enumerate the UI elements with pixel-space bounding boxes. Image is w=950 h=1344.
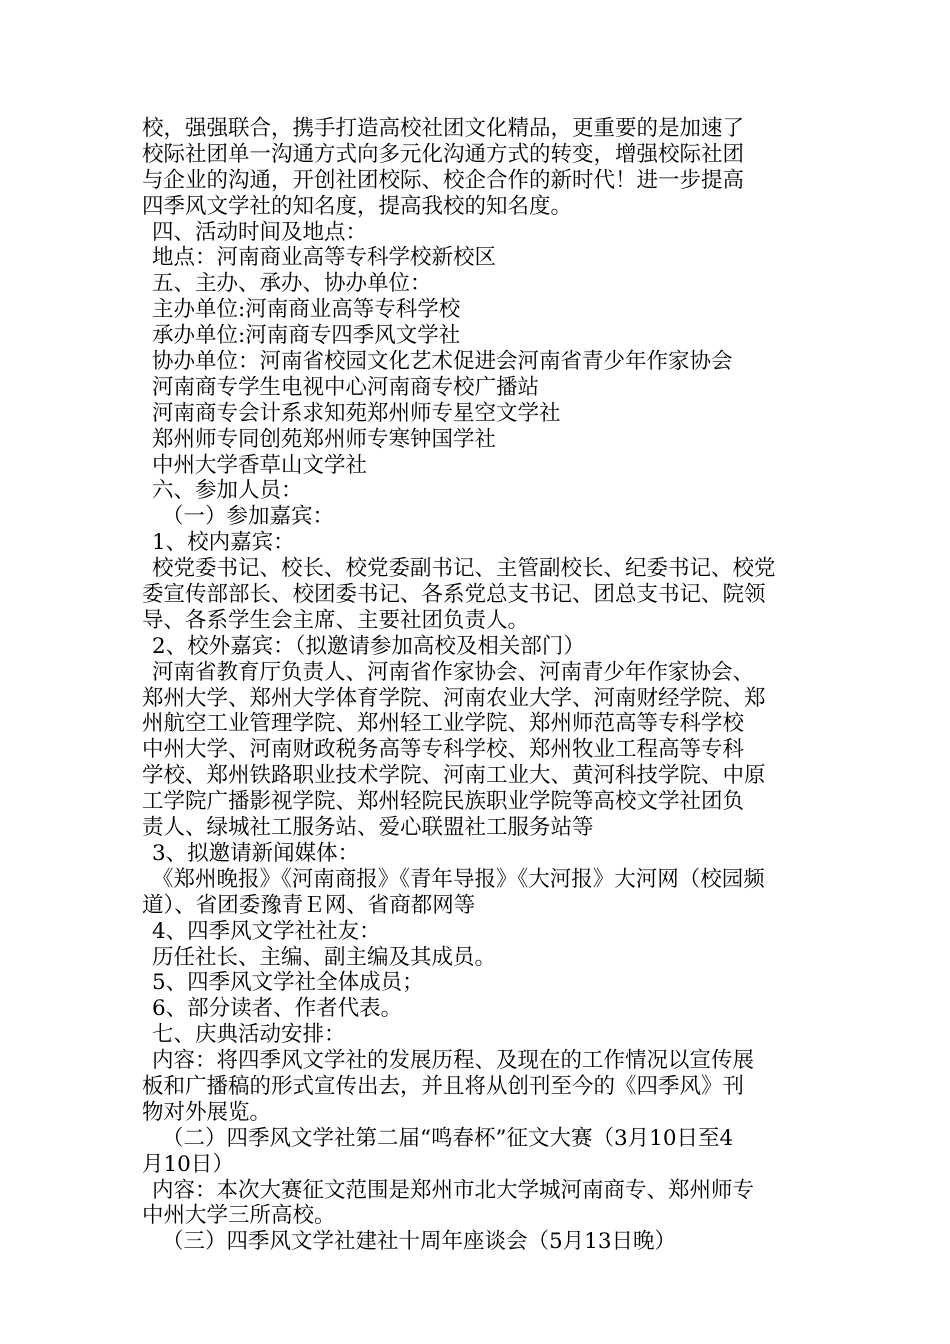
text-line: 河南商专会计系求知苑郑州师专星空文学社 [152,400,561,426]
text-line: 道）、省团委豫青Ｅ网、省商都网等 [142,892,476,918]
text-line: 州航空工业管理学院、郑州轻工业学院、郑州师范高等专科学校 [142,711,745,737]
text-line: 中州大学三所高校。 [142,1203,336,1229]
text-line: 内容：本次大赛征文范围是郑州市北大学城河南商专、郑州师专 [152,1177,755,1203]
text-line: 物对外展览。 [142,1099,272,1125]
text-line: 校际社团单一沟通方式向多元化沟通方式的转变，增强校际社团 [142,141,745,167]
text-line: 4、四季风文学社社友： [152,918,381,944]
text-line: 河南商专学生电视中心河南商专校广播站 [152,374,540,400]
text-line: 六、参加人员： [152,478,303,504]
text-line: 郑州大学、郑州大学体育学院、河南农业大学、河南财经学院、郑 [142,685,766,711]
text-line: 四、活动时间及地点： [152,219,368,245]
text-line: 委宣传部部长、校团委书记、各系党总支书记、团总支书记、院领 [142,582,766,608]
text-line: 协办单位：河南省校园文化艺术促进会河南省青少年作家协会 [152,349,733,375]
text-line: 主办单位:河南商业高等专科学校 [152,297,461,323]
text-line: （三）四季风文学社建社十周年座谈会（5月13日晚） [162,1229,677,1255]
text-line: （一）参加嘉宾： [162,504,335,530]
text-line: 1、校内嘉宾： [152,530,295,556]
text-line: 板和广播稿的形式宣传出去，并且将从创刊至今的《四季风》刊 [142,1073,745,1099]
text-line: （二）四季风文学社第二届“鸣春杯”征文大赛（3月10日至4 [162,1125,734,1151]
text-line: 地点：河南商业高等专科学校新校区 [152,245,497,271]
text-line: 工学院广播影视学院、郑州轻院民族职业学院等高校文学社团负 [142,789,745,815]
text-line: 责人、绿城社工服务站、爱心联盟社工服务站等 [142,815,594,841]
text-line: 五、主办、承办、协办单位： [152,271,432,297]
text-line: 导、各系学生会主席、主要社团负责人。 [142,607,530,633]
text-line: 《郑州晚报》《河南商报》《青年导报》《大河报》大河网（校园频 [152,866,765,892]
text-line: 月10日） [142,1151,234,1177]
document-body [142,116,812,1255]
text-line: 学校、郑州铁路职业技术学院、河南工业大、黄河科技学院、中原 [142,763,766,789]
text-line: 5、四季风文学社全体成员； [152,970,424,996]
text-line: 校，强强联合，携手打造高校社团文化精品，更重要的是加速了 [142,116,745,141]
text-line: 郑州师专同创苑郑州师专寒钟国学社 [152,426,497,452]
text-line: 历任社长、主编、副主编及其成员。 [152,944,497,970]
text-line: 河南省教育厅负责人、河南省作家协会、河南青少年作家协会、 [152,659,755,685]
text-line: 承办单位:河南商专四季风文学社 [152,323,461,349]
text-line: 与企业的沟通，开创社团校际、校企合作的新时代！进一步提高 [142,167,745,193]
text-line: 中州大学、河南财政税务高等专科学校、郑州牧业工程高等专科 [142,737,745,763]
text-line: 中州大学香草山文学社 [152,452,368,478]
text-line: 内容：将四季风文学社的发展历程、及现在的工作情况以宣传展 [152,1048,755,1074]
text-line: 3、拟邀请新闻媒体： [152,840,360,866]
text-line: 校党委书记、校长、校党委副书记、主管副校长、纪委书记、校党 [152,556,776,582]
text-line: 七、庆典活动安排： [152,1022,346,1048]
text-line: 四季风文学社的知名度，提高我校的知名度。 [142,193,573,219]
text-line: 2、校外嘉宾：（拟邀请参加高校及相关部门） [152,633,585,659]
text-line: 6、部分读者、作者代表。 [152,996,403,1022]
